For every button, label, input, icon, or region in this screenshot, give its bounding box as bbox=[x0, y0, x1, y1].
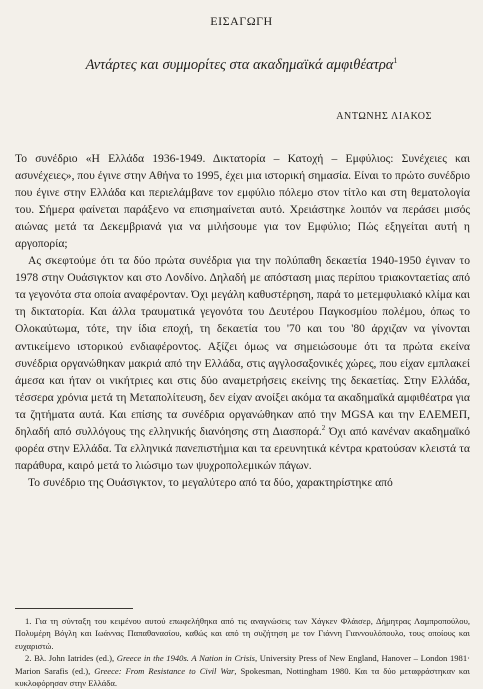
footnote-marker-2: 2 bbox=[321, 423, 326, 432]
footnotes bbox=[15, 615, 470, 689]
paragraph-2-text-a: Ας σκεφτούμε ότι τα δύο πρώτα συνέδρια για την πολύπαθη δεκαετία 1940-1950 έγιναν το 1978 στην Ουάσιγκτον και στο Λονδίνο. Δηλαδή με απόσταση μιας περίπου τριακονταετίας από τα γεγονότα στα οποία αναφέρονταν. Όχι μεγάλη καθυστέρηση, παρά το μετεμφυλιακό κλίμα και τη δικτατορία. Και άλλα τραυματικά γεγονότα του Δευτέρου Παγκοσμίου πολέμου, όπως το Ολοκαύτωμα, τότε, την ίδια εποχή, τη δεκαετία του '70 και του '80 άρχιζαν να γίνονται αντικείμενο ιστορικού ενδιαφέροντος. Αξίζει όμως να σημειώσουμε ότι τα πρώτα εκείνα συνέδρια οργανώθηκαν μακριά από την Ελλάδα, στις αγγλοσαξονικές χώρες, που είχαν εμπλακεί άμεσα και ήταν οι νικήτριες και στις δύο αναμετρήσεις εκείνης της δεκαετίας. Στην Ελλάδα, τέσσερα χρόνια μετά τη Μεταπολίτευση, δεν είχαν ανοίξει ακόμα τα ακαδημαϊκά αμφιθέατρα για τα ζητήματα αυτά. Και επίσης τα συνέδρια οργανώθηκαν από την MGSA και την ΕΛΕΜΕΠ, δηλαδή από συλλόγους της ελληνικής διανόησης στη Διασπορά. bbox=[15, 254, 470, 438]
paragraph-1: Το συνέδριο «Η Ελλάδα 1936-1949. Δικτατορία – Κατοχή – Εμφύλιος: Συνέχειες και ασυνέχειες», που έγινε στην Αθήνα το 1995, έχει μια ιστορική σημασία. Είναι το πρώτο συνέδριο που έγινε στην Ελλάδα και περιελάμβανε τον εμφύλιο πόλεμο στον τίτλο και στη θεματολογία του. Σήμερα φαίνεται παράξενο να επισημαίνεται αυτό. Χρειάστηκε λοιπόν να περάσει μισός αιώνας μετά τα Δεκεμβριανά για να μιλήσουμε για τον Εμφύλιο; Πώς εξηγείται αυτή η αργοπορία; bbox=[15, 152, 470, 251]
footnote-2 bbox=[15, 652, 470, 689]
footnote-2-part-e: , Spokesman, Nottingham 1980. Και τα δύο μεταφράστηκαν και κυκλοφόρησαν στην Ελλάδα. bbox=[15, 665, 470, 689]
author-name: ΑΝΤΩΝΗΣ ΛΙΑΚΟΣ bbox=[336, 111, 432, 122]
footnote-divider bbox=[15, 608, 133, 609]
footnote-1: 1. Για τη σύνταξη του κειμένου αυτού επωφελήθηκα από τις αναγνώσεις των Χάγκεν Φλάισερ, Δήμητρας Λαμπροπούλου, Πολυμέρη Βόγλη και Ιωάννας Παπαθανασίου, καθώς και από τη συζήτηση με τον Γιάννη Γιαννουλόπουλο, τους οποίους και ευχαριστώ. bbox=[15, 616, 470, 651]
paragraph-3: Το συνέδριο της Ουάσιγκτον, το μεγαλύτερο από τα δύο, χαρακτηρίστηκε από bbox=[28, 475, 393, 489]
paragraph-2-text-b: Όχι από κανέναν ακαδημαϊκό φορέα στην Ελλάδα. Τα ελληνικά πανεπιστήμια και τα ερευνητικά κέντρα κρατούσαν κλειστά τα παράθυρα, καιρό μετά το λιώσιμο των ψυχροπολεμικών πάγων. bbox=[15, 424, 470, 472]
title-footnote-marker: 1 bbox=[393, 56, 398, 65]
footnote-2-part-a: 2. Βλ. John Iatrides (ed.), bbox=[25, 653, 117, 664]
chapter-title-text: Αντάρτες και συμμορίτες στα ακαδημαϊκά αμφιθέατρα bbox=[85, 56, 394, 73]
footnote-2-book-title-2: Greece: From Resistance to Civil War bbox=[94, 665, 235, 676]
chapter-heading: ΕΙΣΑΓΩΓΗ bbox=[210, 14, 273, 28]
footnote-2-book-title-1: Greece in the 1940s. A Nation in Crisis bbox=[116, 653, 255, 664]
body-text bbox=[15, 150, 470, 491]
paragraph-2 bbox=[15, 252, 470, 474]
footnote-2-part-c: , University Press of New England, Hanover – London 1981· Marion Sarafis (ed.), bbox=[15, 653, 471, 676]
chapter-title bbox=[0, 56, 483, 74]
